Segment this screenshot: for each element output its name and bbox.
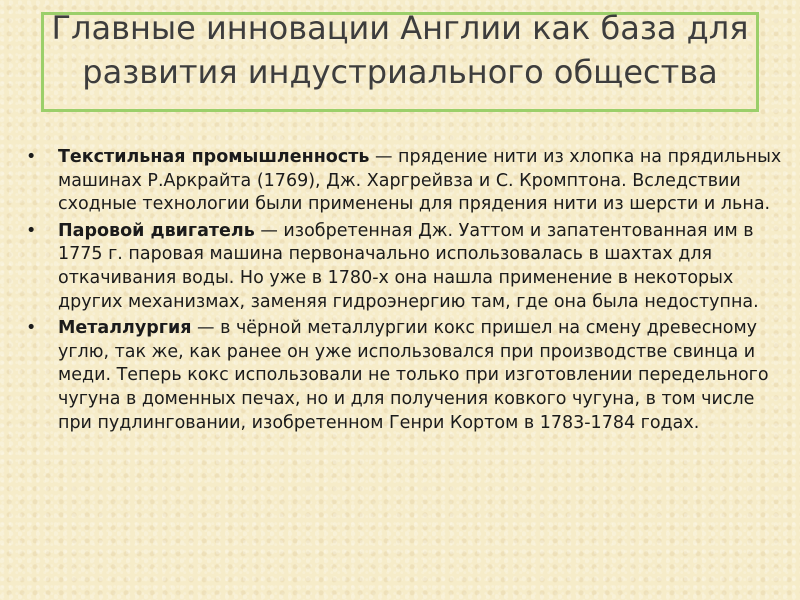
item-term: Паровой двигатель — [58, 220, 255, 241]
bullet-icon: • — [26, 147, 37, 167]
item-text: — прядение нити из хлопка на прядильных машинах Р.Аркрайта (1769), Дж. Харгрейвза и С. Кромптона. Вследствии сходные технологии были применены для прядения нити из шерсти и льна. — [58, 147, 782, 215]
list-item-metallurgy — [24, 317, 784, 435]
bullet-list — [24, 146, 784, 438]
item-text: — изобретенная Дж. Уаттом и запатентованная им в 1775 г. паровая машина первоначально использовалась в шахтах для откачивания воды. Но уже в 1780-х она нашла применение в некоторых других механизмах, заменяя гидроэнергию там, где она была недоступна. — [58, 220, 759, 312]
item-term: Металлургия — [58, 318, 192, 339]
bullet-icon: • — [26, 220, 37, 241]
item-text: — в чёрной металлургии кокс пришел на смену древесному углю, так же, как ранее он уже использовался при производстве свинца и меди. Теперь кокс использовали не только при изготовлении передельного чугуна в доменных печах, но и для получения ковкого чугуна, в том числе при пудлинговании, изобретенном Генри Кортом в 1783-1784 годах. — [58, 318, 769, 433]
item-term: Текстильная промышленность — [58, 147, 370, 167]
slide-title: Главные инновации Англии как база для развития индустриального общества — [51, 9, 749, 91]
list-item-steam-engine — [24, 220, 784, 314]
list-item-textile — [24, 146, 784, 217]
bullet-icon: • — [26, 318, 37, 339]
